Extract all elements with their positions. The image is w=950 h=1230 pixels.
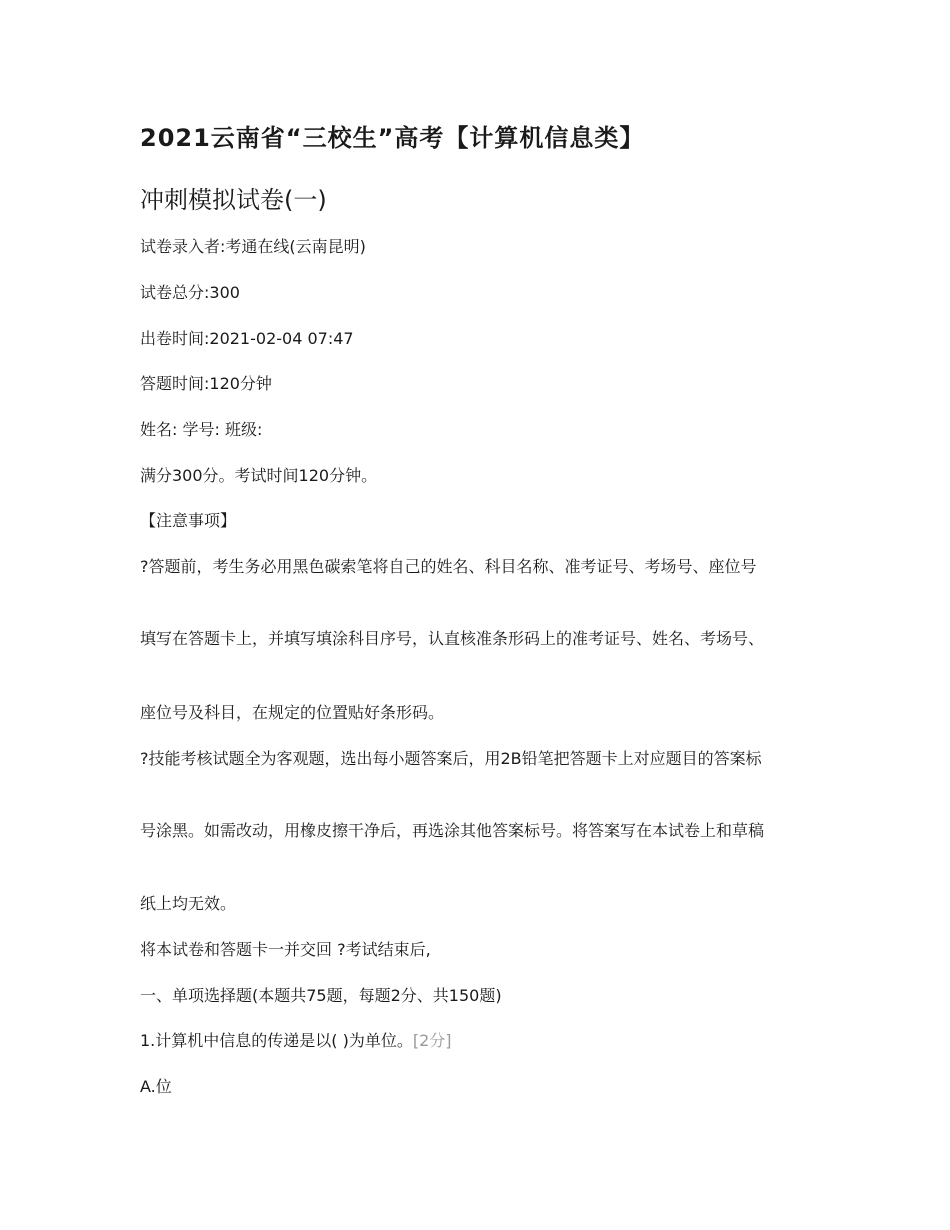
meta-answer-time: 答题时间:120分钟 <box>140 374 272 393</box>
document-subtitle: 冲刺模拟试卷(一) <box>140 186 327 214</box>
question-score: [2分] <box>412 1031 452 1050</box>
meta-total-score: 试卷总分:300 <box>140 283 240 302</box>
exam-intro: 满分300分。考试时间120分钟。 <box>140 466 378 485</box>
meta-student-fields: 姓名: 学号: 班级: <box>140 420 263 439</box>
question-1 <box>140 1027 815 1055</box>
meta-publish-time: 出卷时间:2021-02-04 07:47 <box>140 329 354 348</box>
notice-paragraph: ?答题前，考生务必用黑色碳索笔将自己的姓名、科目名称、准考证号、考场号、座位号 <box>140 557 757 576</box>
document-title: 2021云南省“三校生”高考【计算机信息类】 <box>140 124 645 152</box>
meta-entered-by: 试卷录入者:考通在线(云南昆明) <box>140 237 366 256</box>
notice-heading: 【注意事项】 <box>140 511 237 530</box>
notice-paragraph: ?技能考核试题全为客观题，选出每小题答案后，用2B铅笔把答题卡上对应题目的答案标 <box>140 749 762 768</box>
notice-paragraph: 填写在答题卡上，并填写填涂科目序号，认直核准条形码上的准考证号、姓名、考场号、 <box>140 629 765 648</box>
section-heading: 一、单项选择题(本题共75题，每题2分、共150题) <box>140 986 502 1005</box>
option-a: A.位 <box>140 1077 172 1096</box>
notice-paragraph: 座位号及科目，在规定的位置贴好条形码。 <box>140 703 445 722</box>
notice-paragraph: 将本试卷和答题卡一并交回 ?考试结束后, <box>140 940 431 959</box>
notice-paragraph: 号涂黑。如需改动，用橡皮擦干净后，再选涂其他答案标号。将答案写在本试卷上和草稿 <box>140 821 765 840</box>
question-text: 1.计算机中信息的传递是以( )为单位。 <box>140 1031 413 1050</box>
notice-paragraph: 纸上均无效。 <box>140 894 237 913</box>
